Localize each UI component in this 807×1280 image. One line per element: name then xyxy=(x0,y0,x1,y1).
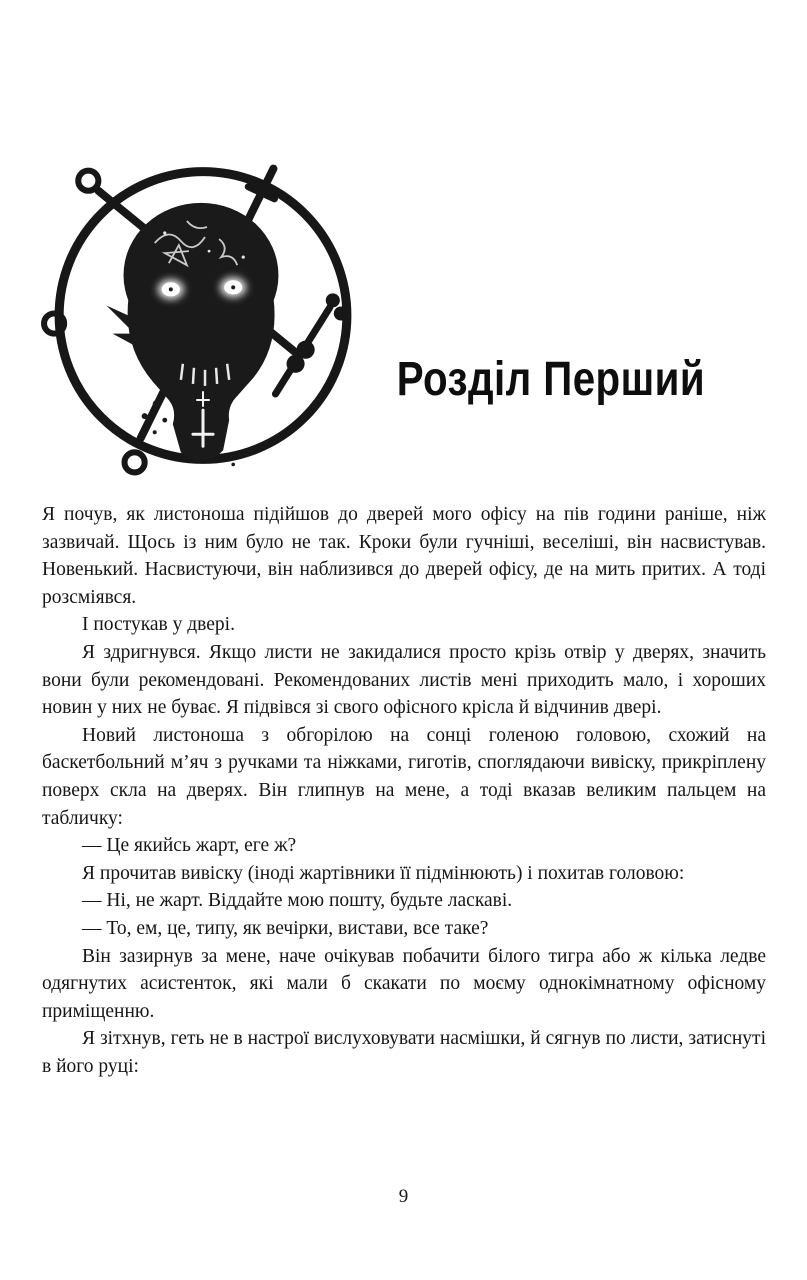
paragraph: Він зазирнув за мене, наче очікував побачити білого тигра або ж кілька ледве одягнутих асистенток, які мали б скакати по моєму однокімнатному офісному приміщенню. xyxy=(42,945,766,1022)
dialogue-line: — То, ем, це, типу, як вечірки, вистави, все таке? xyxy=(82,917,489,939)
skull-magic-circle-icon xyxy=(36,146,368,484)
paragraph: Я здригнувся. Якщо листи не закидалися просто крізь отвір у дверях, значить вони були рекомендовані. Рекомендованих листів мені приходить мало, і хороших новин у них не буває. Я підвівся зі свого офісного крісла й відчинив двері. xyxy=(42,641,766,719)
chapter-title: Розділ Перший xyxy=(396,353,705,406)
paragraph: Я зітхнув, геть не в настрої вислуховувати насмішки, й сягнув по листи, затиснуті в його руці: xyxy=(42,1028,766,1077)
paragraph: І постукав у двері. xyxy=(82,614,235,636)
paragraph: Новий листоноша з обгорілою на сонці голеною головою, схожий на баскетбольний м’яч з ручками та ніжками, гиготів, споглядаючи вивіску, прикріплену поверх скла на дверях. Він глипнув на мене, а тоді вказав великим пальцем на табличку: xyxy=(42,724,766,829)
paragraph: Я прочитав вивіску (іноді жартівники її підмінюють) і похитав головою: xyxy=(82,862,685,884)
skull-circle-illustration xyxy=(36,146,368,484)
paragraph: Я почув, як листоноша підійшов до дверей мого офісу на пів години раніше, ніж зазвичай. Щось із ним було не так. Кроки були гучніші, веселіші, він насвистував. Новенький. Насвистуючи, він наблизився до дверей офісу, де на мить притих. А тоді розсміявся. xyxy=(42,504,766,608)
chapter-text xyxy=(42,501,766,1080)
dialogue-line: — Ні, не жарт. Віддайте мою пошту, будьте ласкаві. xyxy=(82,890,513,912)
skull xyxy=(106,203,278,461)
page-number: 9 xyxy=(398,1186,409,1207)
dialogue-line: — Це якийсь жарт, еге ж? xyxy=(82,835,297,857)
